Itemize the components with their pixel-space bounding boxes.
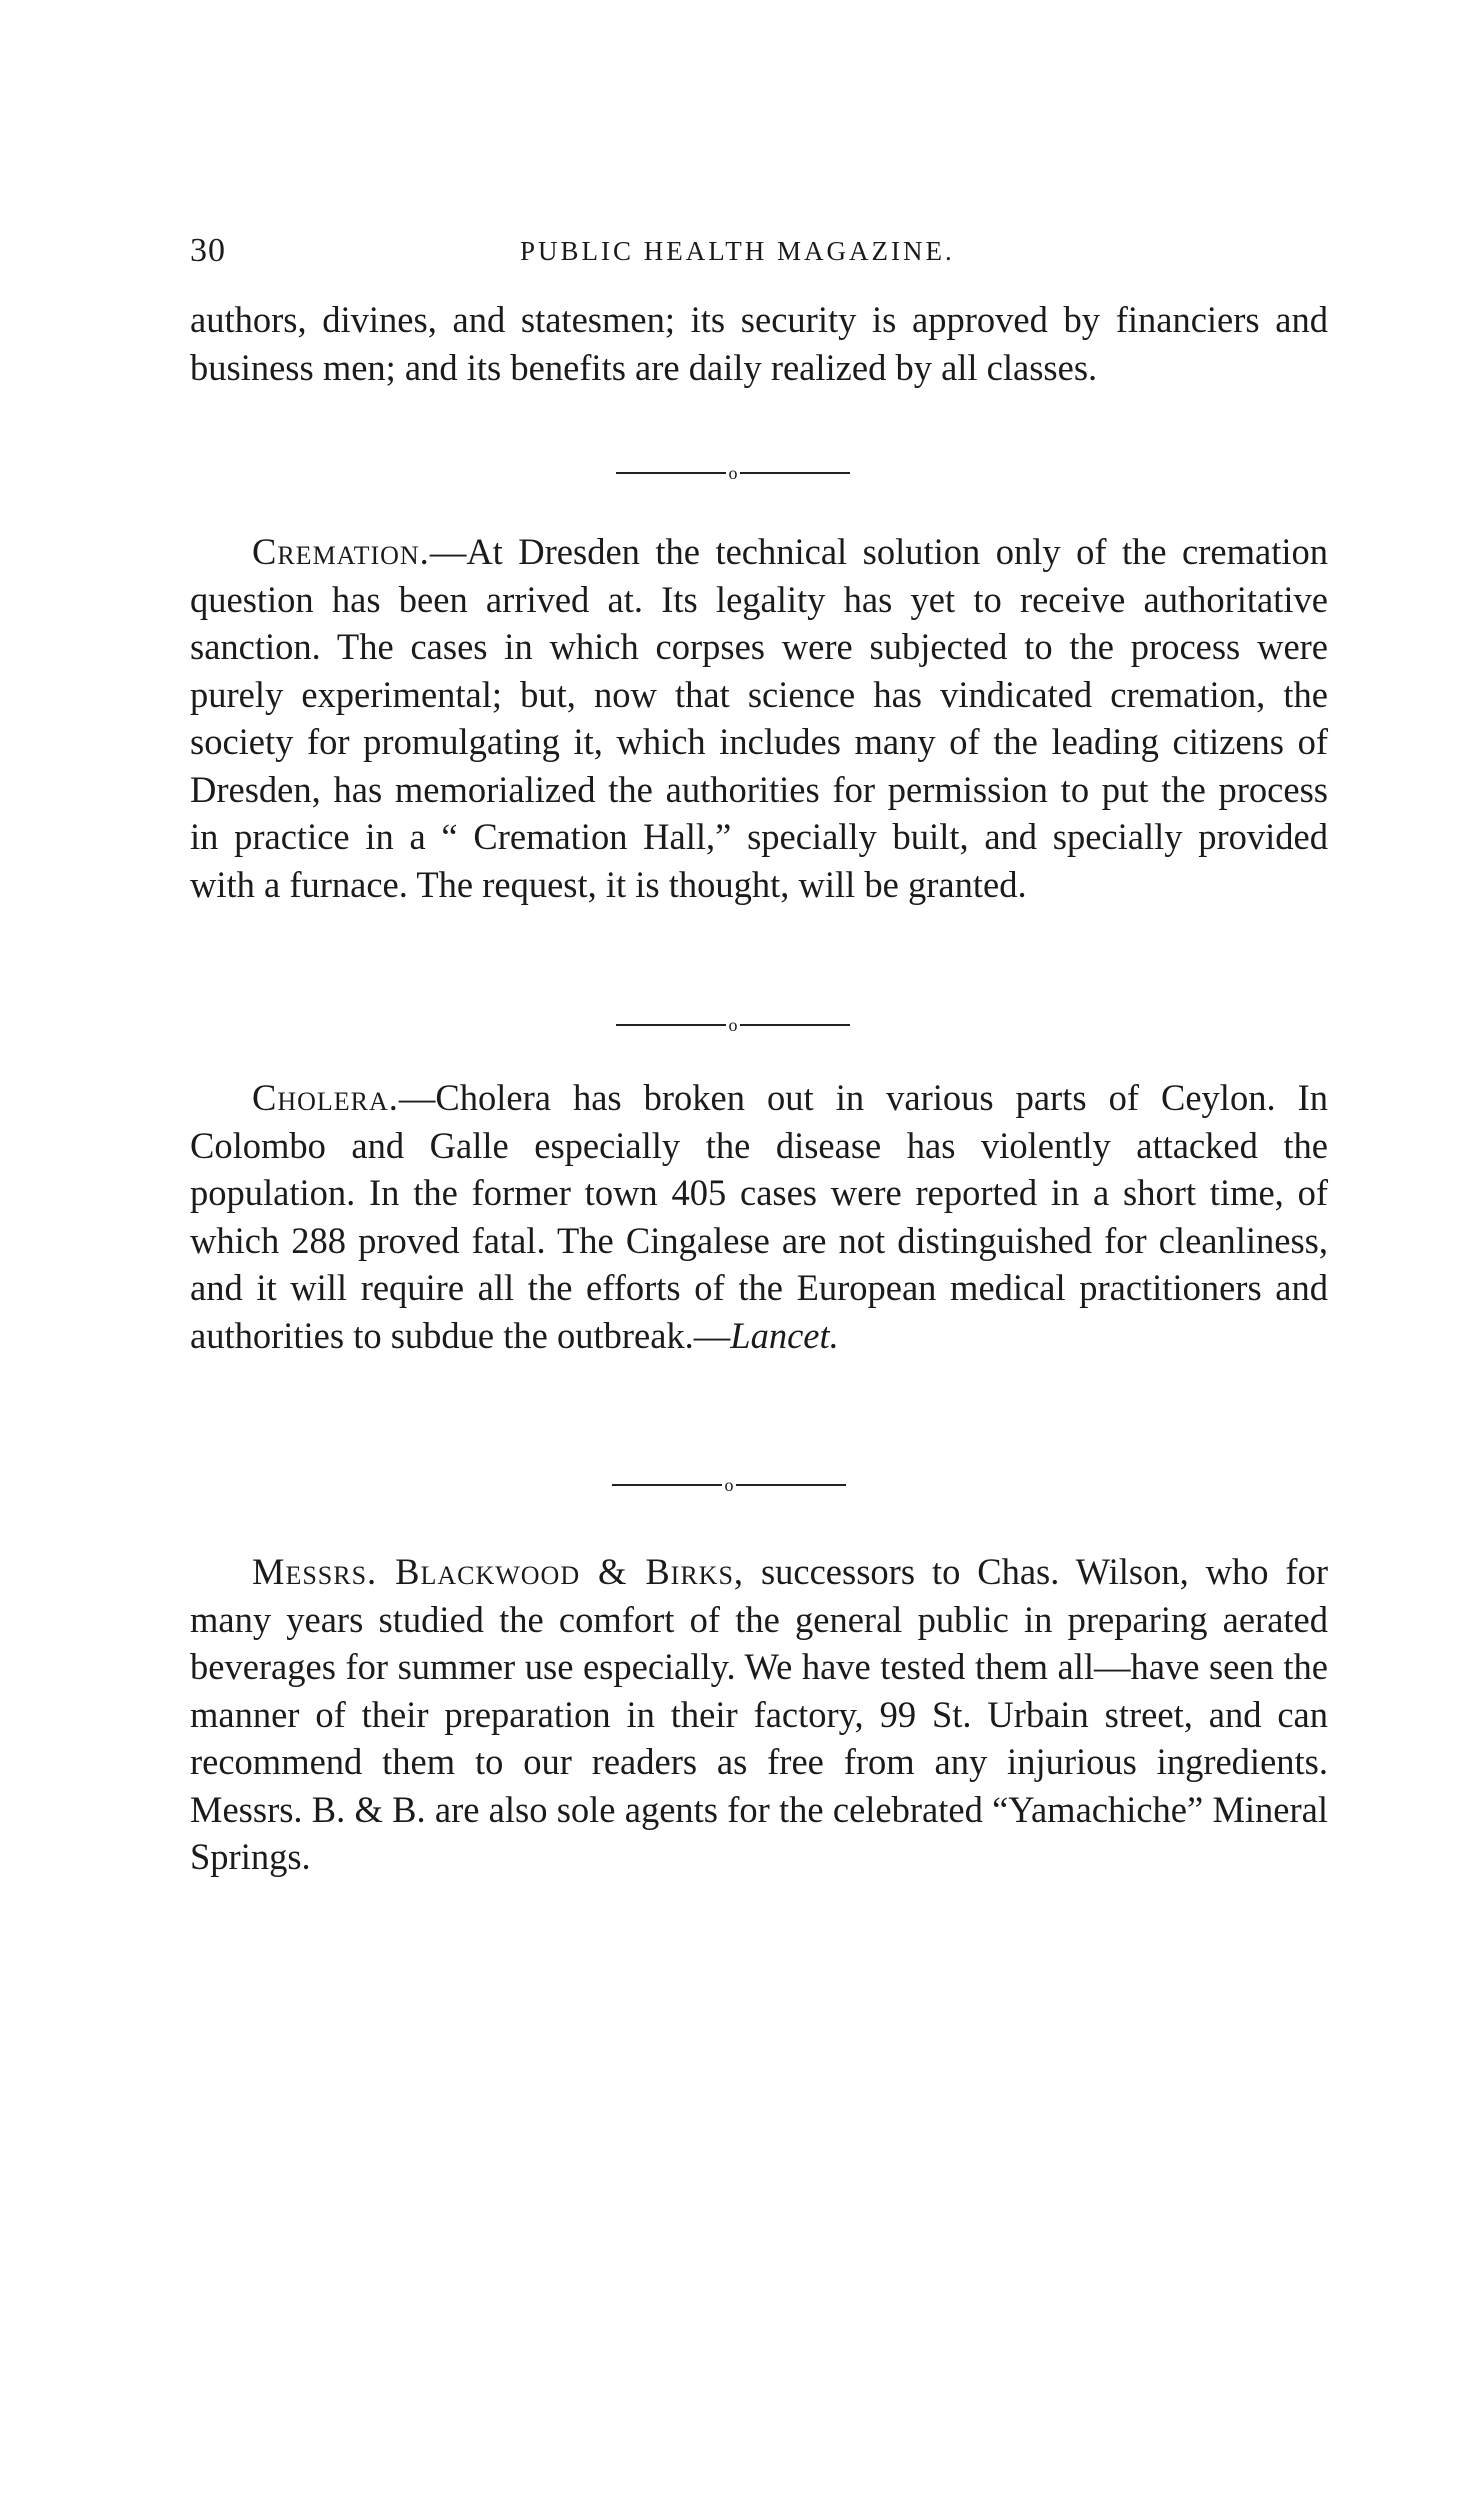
- divider-ornament: o: [728, 463, 738, 484]
- messrs-lead: Messrs. Blackwood & Birks,: [252, 1551, 745, 1592]
- cremation-lead: Cremation.: [252, 531, 430, 572]
- divider-ornament: o: [724, 1475, 734, 1496]
- divider-rule-right: [740, 472, 850, 474]
- cholera-text: [190, 1074, 1328, 1359]
- divider-rule-left: [612, 1484, 722, 1486]
- cremation-text: [190, 528, 1328, 908]
- divider-rule-left: [616, 1024, 726, 1026]
- continued-paragraph-text: authors, divines, and statesmen; its security is approved by financiers and business men; and its benefits are daily realized by all classes.: [190, 299, 1328, 388]
- running-head: PUBLIC HEALTH MAGAZINE.: [520, 236, 955, 266]
- cholera-lead: Cholera.: [252, 1077, 399, 1118]
- messrs-paragraph: [190, 1548, 1328, 1881]
- cholera-paragraph: [190, 1074, 1328, 1359]
- cholera-source: Lancet.: [730, 1314, 839, 1356]
- section-divider: [612, 1472, 846, 1497]
- section-divider: [616, 460, 850, 485]
- continued-paragraph: [190, 296, 1328, 391]
- page-header: [190, 232, 1330, 272]
- divider-rule-left: [616, 472, 726, 474]
- cholera-body: —Cholera has broken out in various parts of Ceylon. In Colombo and Galle especially the disease has violently attacked the population. In the former town 405 cases were reported in a short time, of which 288 proved fatal. The Cingalese are not distinguished for cleanliness, and it will require all the efforts of the European medical practitioners and authorities to subdue the outbreak.—: [190, 1077, 1328, 1356]
- divider-rule-right: [740, 1024, 850, 1026]
- divider-rule-right: [736, 1484, 846, 1486]
- cremation-body: —At Dresden the technical solution only of the cremation question has been arrived at. Its legality has yet to receive authoritative sanction. The cases in which corpses were subjected to the process were purely experimental; but, now that science has vindicated cremation, the society for promulgating it, which includes many of the leading citizens of Dresden, has memorialized the authorities for permission to put the process in practice in a “ Cremation Hall,” specially built, and specially provided with a furnace. The request, it is thought, will be granted.: [190, 531, 1328, 905]
- messrs-text: [190, 1548, 1328, 1881]
- page-number: 30: [190, 232, 226, 269]
- cremation-paragraph: [190, 528, 1328, 908]
- section-divider: [616, 1012, 850, 1037]
- messrs-body: successors to Chas. Wilson, who for many years studied the comfort of the general public in preparing aerated beverages for summer use especially. We have tested them all—have seen the manner of their preparation in their factory, 99 St. Urbain street, and can recommend them to our readers as free from any injurious ingredients. Messrs. B. & B. are also sole agents for the celebrated “Yamachiche” Mineral Springs.: [190, 1551, 1328, 1877]
- divider-ornament: o: [728, 1015, 738, 1036]
